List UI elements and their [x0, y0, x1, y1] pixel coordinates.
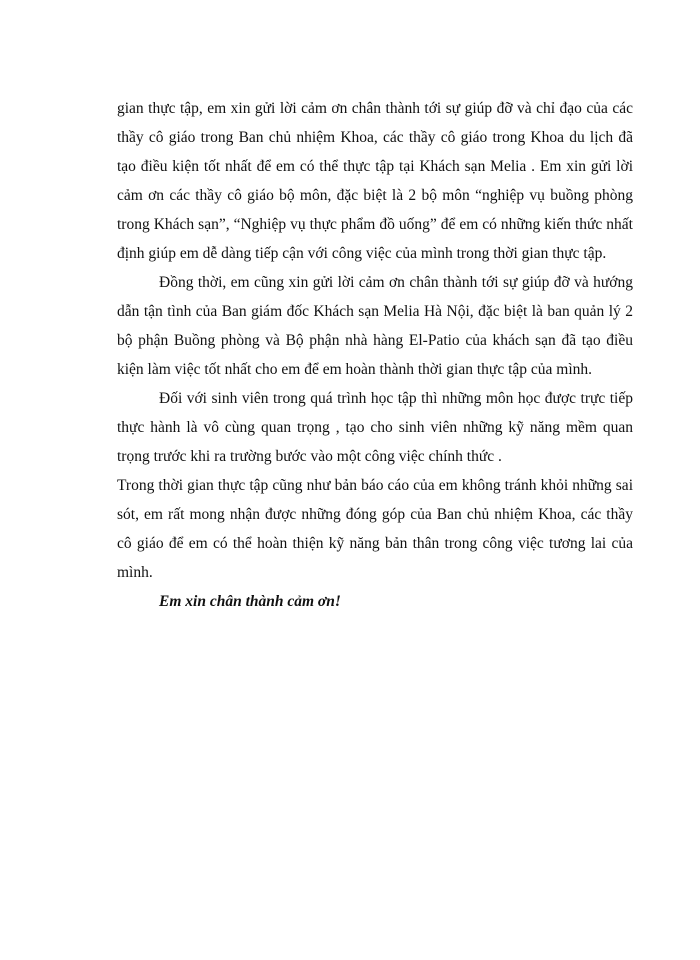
- document-body: [117, 94, 633, 616]
- paragraph-hotel-thanks: Đồng thời, em cũng xin gửi lời cảm ơn chân thành tới sự giúp đỡ và hướng dẫn tận tình của Ban giám đốc Khách sạn Melia Hà Nội, đặc biệt là ban quản lý 2 bộ phận Buồng phòng và Bộ phận nhà hàng El-Patio của khách sạn đã tạo điều kiện làm việc tốt nhất cho em để em hoàn thành thời gian thực tập của mình.: [117, 274, 633, 378]
- paragraph-feedback-request: Trong thời gian thực tập cũng như bản báo cáo của em không tránh khỏi những sai sót, em rất mong nhận được những đóng góp của Ban chủ nhiệm Khoa, các thầy cô giáo để em có thể hoàn thiện kỹ năng bản thân trong công việc tương lai của mình.: [117, 477, 633, 581]
- closing-thanks: Em xin chân thành cảm ơn!: [159, 593, 341, 610]
- paragraph-continuation: gian thực tập, em xin gửi lời cảm ơn chân thành tới sự giúp đỡ và chỉ đạo của các thầy cô giáo trong Ban chủ nhiệm Khoa, các thầy cô giáo trong Khoa du lịch đã tạo điều kiện tốt nhất để em có thể thực tập tại Khách sạn Melia . Em xin gửi lời cảm ơn các thầy cô giáo bộ môn, đặc biệt là 2 bộ môn “nghiệp vụ buồng phòng trong Khách sạn”, “Nghiệp vụ thực phẩm đồ uống” để em có những kiến thức nhất định giúp em dễ dàng tiếp cận với công việc của mình trong thời gian thực tập.: [117, 100, 633, 262]
- paragraph-practice-importance: Đối với sinh viên trong quá trình học tập thì những môn học được trực tiếp thực hành là vô cùng quan trọng , tạo cho sinh viên những kỹ năng mềm quan trọng trước khi ra trường bước vào một công việc chính thức .: [117, 390, 633, 465]
